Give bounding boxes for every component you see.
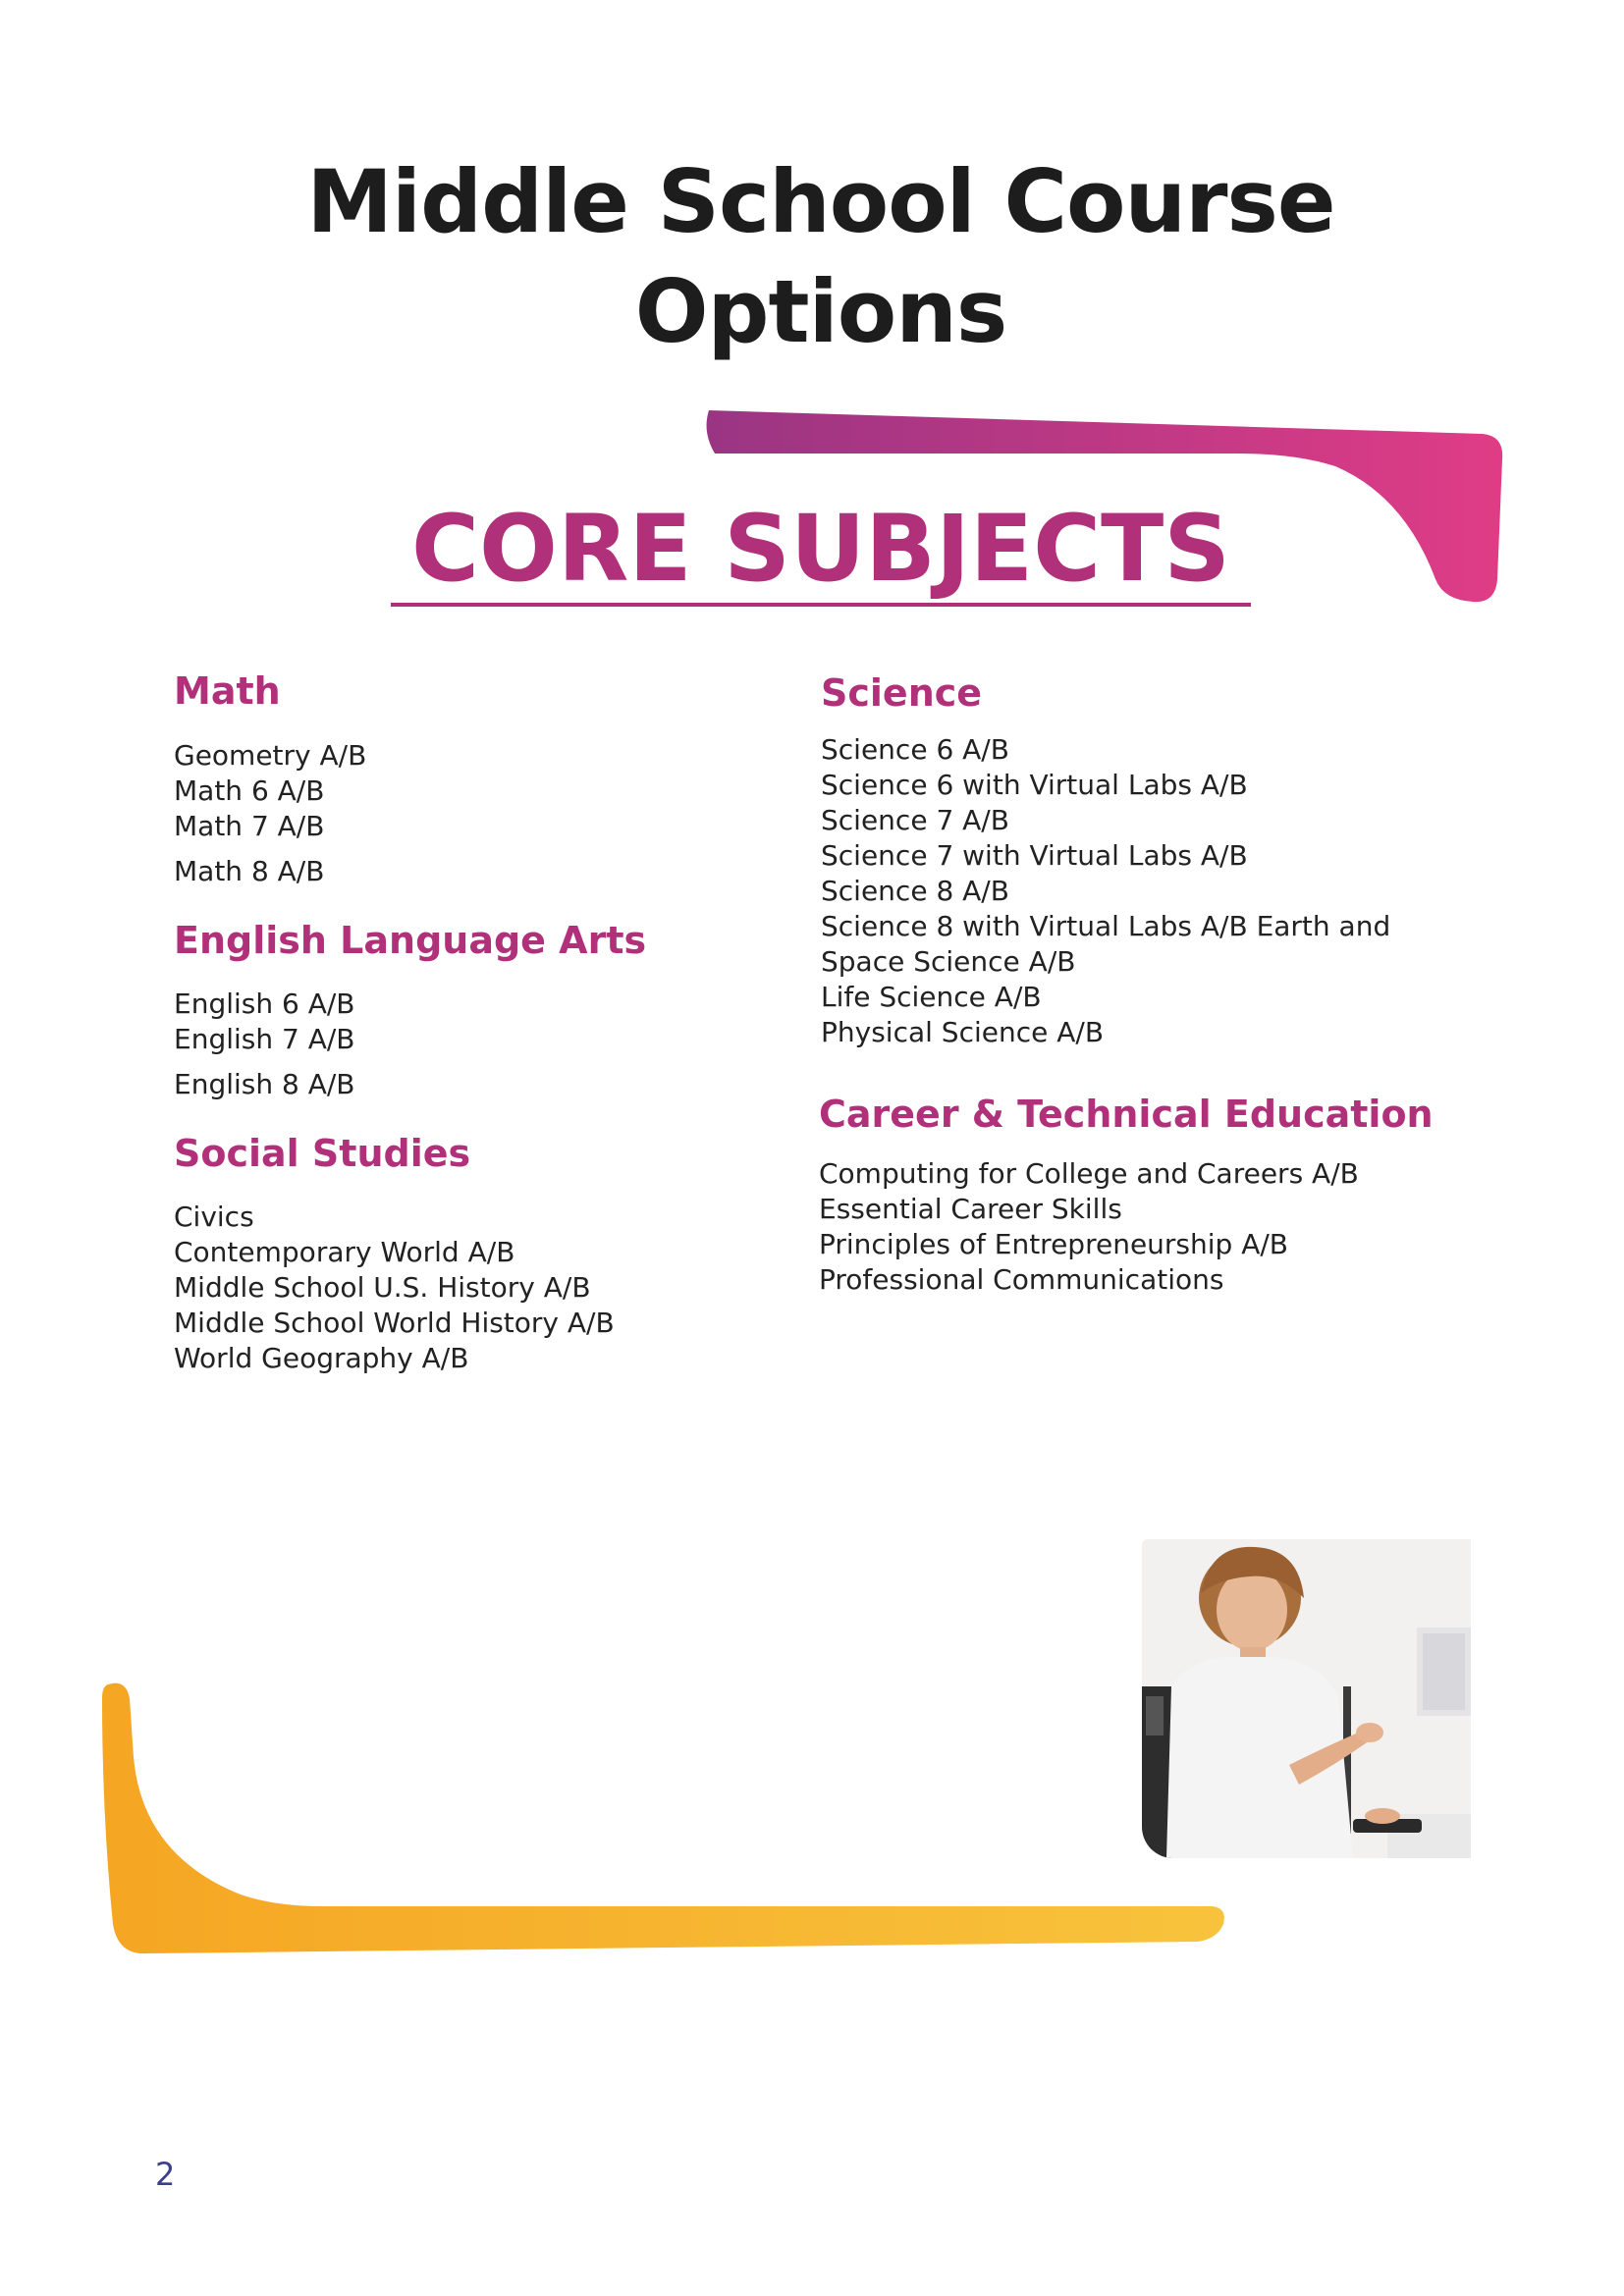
list-item: Principles of Entrepreneurship A/B [819,1228,1289,1260]
list-item: English 8 A/B [174,1068,355,1100]
list-item: Science 8 with Virtual Labs A/B Earth and [821,910,1391,942]
social-studies-heading: Social Studies [174,1132,471,1175]
list-item: Physical Science A/B [821,1016,1105,1048]
page-title-line-2: Options [634,261,1007,362]
list-item: Life Science A/B [821,981,1042,1013]
list-item: Professional Communications [819,1263,1224,1296]
list-item: Science 7 with Virtual Labs A/B [821,839,1248,872]
student-photo [1142,1539,1471,1858]
list-item: Computing for College and Careers A/B [819,1157,1359,1190]
cte-heading: Career & Technical Education [819,1093,1434,1136]
math-heading: Math [174,669,281,713]
list-item: Science 6 with Virtual Labs A/B [821,769,1248,801]
list-item: Civics [174,1201,254,1233]
ela-heading: English Language Arts [174,919,647,962]
science-heading: Science [821,671,983,715]
list-item: Science 8 A/B [821,875,1009,907]
list-item: Middle School U.S. History A/B [174,1271,591,1304]
list-item: Space Science A/B [821,945,1076,978]
page-title-line-1: Middle School Course [306,151,1335,252]
list-item: Essential Career Skills [819,1193,1122,1225]
list-item: Science 6 A/B [821,733,1009,766]
page-number: 2 [155,2156,176,2193]
page-title [0,147,1624,367]
list-item: Geometry A/B [174,739,367,772]
list-item: Math 6 A/B [174,774,325,807]
list-item: Math 8 A/B [174,855,325,887]
banner-underline [391,603,1251,607]
list-item: Middle School World History A/B [174,1307,615,1339]
list-item: World Geography A/B [174,1342,469,1374]
orange-swoosh [102,1683,1224,1954]
list-item: English 7 A/B [174,1023,355,1055]
list-item: Contemporary World A/B [174,1236,515,1268]
list-item: Math 7 A/B [174,810,325,842]
core-subjects-banner: CORE SUBJECTS [411,496,1230,603]
list-item: Science 7 A/B [821,804,1009,836]
list-item: English 6 A/B [174,988,355,1020]
